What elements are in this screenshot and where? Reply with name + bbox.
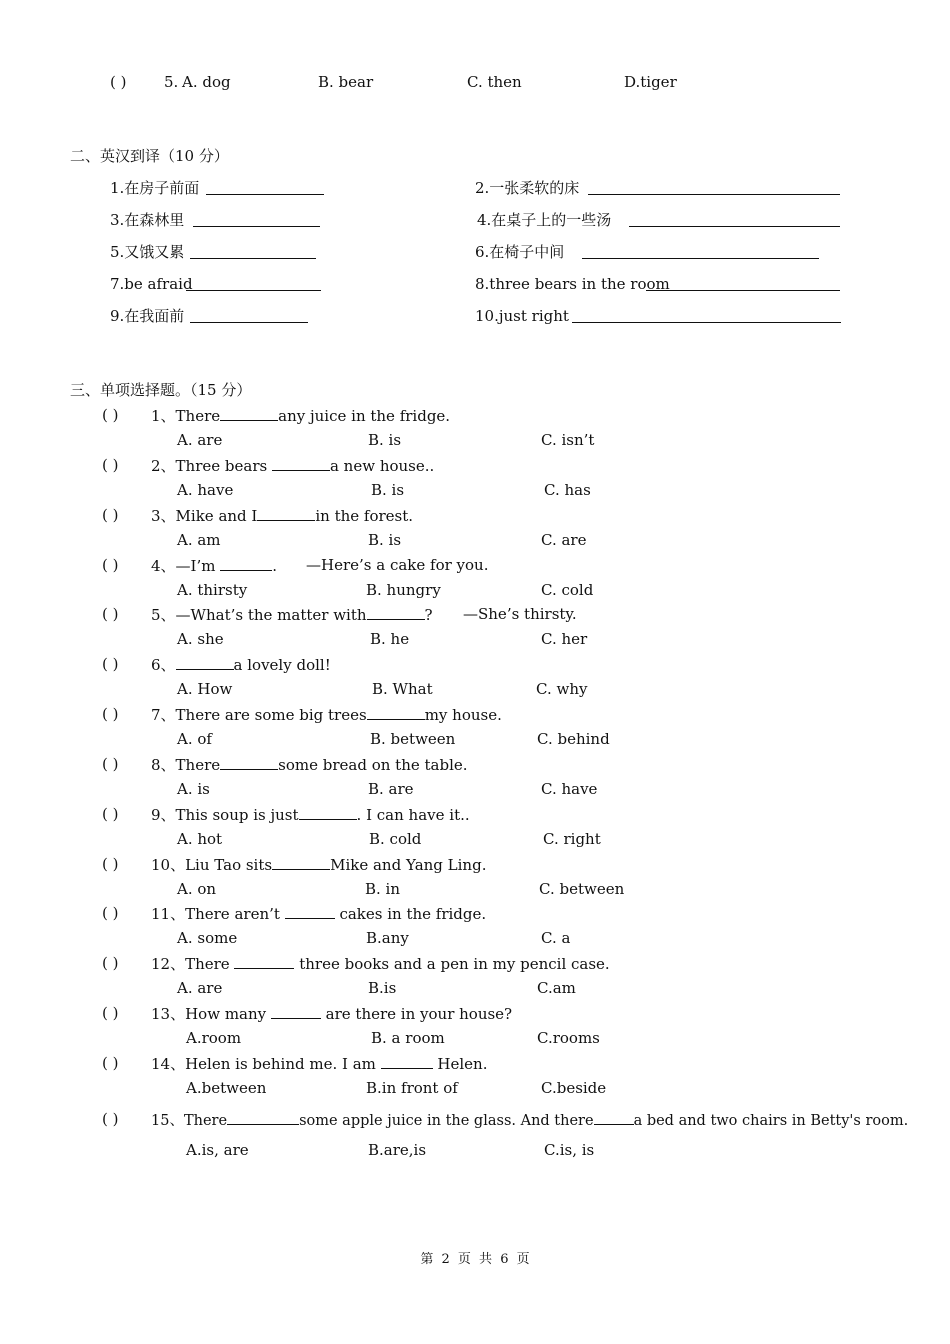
option-2a: A. have: [177, 481, 234, 499]
translation-item-7: 7.be afraid: [110, 275, 193, 293]
option-7c: C. behind: [537, 730, 610, 748]
option-3a: A. am: [177, 531, 221, 549]
translation-item-2: 2.一张柔软的床: [475, 179, 580, 197]
option-13c: C.rooms: [537, 1029, 600, 1047]
translation-item-8: 8.three bears in the room: [475, 275, 670, 293]
answer-line-7[interactable]: [186, 290, 321, 291]
question-stem-8: 8、There some bread on the table.: [151, 756, 468, 774]
answer-line-4[interactable]: [629, 226, 840, 227]
option-4c: C. cold: [541, 581, 594, 599]
option-15a: A.is, are: [186, 1141, 249, 1159]
translation-item-4: 4.在桌子上的一些汤: [477, 211, 612, 229]
option-12a: A. are: [177, 979, 223, 997]
answer-paren[interactable]: ( ): [102, 406, 119, 424]
option-5c: C. her: [541, 630, 588, 648]
top-option-c: C. then: [467, 73, 522, 91]
page-footer: 第 2 页 共 6 页: [420, 1252, 530, 1267]
answer-line-5[interactable]: [190, 258, 316, 259]
option-14a: A.between: [186, 1079, 267, 1097]
answer-paren[interactable]: ( ): [102, 556, 119, 574]
top-option-d: D.tiger: [624, 73, 677, 91]
option-9c: C. right: [543, 830, 601, 848]
option-14b: B.in front of: [366, 1079, 458, 1097]
top-question-number: 5.: [164, 73, 179, 91]
answer-paren[interactable]: ( ): [102, 655, 119, 673]
answer-paren[interactable]: ( ): [102, 506, 119, 524]
option-10c: C. between: [539, 880, 625, 898]
answer-paren[interactable]: ( ): [102, 954, 119, 972]
option-10a: A. on: [177, 880, 217, 898]
option-14c: C.beside: [541, 1079, 607, 1097]
answer-paren[interactable]: ( ): [102, 1054, 119, 1072]
translation-item-10: 10.just right: [475, 307, 569, 325]
option-8a: A. is: [177, 780, 210, 798]
answer-line-1[interactable]: [206, 194, 324, 195]
option-6b: B. What: [372, 680, 433, 698]
translation-item-9: 9.在我面前: [110, 307, 185, 325]
option-4b: B. hungry: [366, 581, 441, 599]
option-1a: A. are: [177, 431, 223, 449]
answer-line-10[interactable]: [572, 322, 841, 323]
option-15c: C.is, is: [544, 1141, 595, 1159]
question-stem-11: 11、There aren’t cakes in the fridge.: [151, 905, 487, 923]
question-stem-7: 7、There are some big trees my house.: [151, 706, 502, 724]
answer-paren[interactable]: ( ): [102, 1004, 119, 1022]
option-4a: A. thirsty: [177, 581, 248, 599]
option-3b: B. is: [368, 531, 402, 549]
answer-line-2[interactable]: [588, 194, 840, 195]
answer-paren[interactable]: ( ): [102, 456, 119, 474]
answer-paren[interactable]: ( ): [102, 755, 119, 773]
question-stem-2: 2、Three bears a new house..: [151, 457, 435, 475]
option-2c: C. has: [544, 481, 591, 499]
option-12b: B.is: [368, 979, 397, 997]
answer-paren[interactable]: ( ): [102, 904, 119, 922]
option-10b: B. in: [365, 880, 401, 898]
top-question-paren: ( ): [110, 73, 127, 91]
translation-item-3: 3.在森林里: [110, 211, 185, 229]
section3-title: 三、单项选择题。（15 分）: [70, 381, 252, 399]
translation-item-5: 5.又饿又累: [110, 243, 185, 261]
translation-item-6: 6.在椅子中间: [475, 243, 565, 261]
top-option-a: A. dog: [182, 73, 231, 91]
option-9b: B. cold: [369, 830, 422, 848]
question-stem-4: 4、—I’m .: [151, 557, 278, 575]
option-9a: A. hot: [177, 830, 223, 848]
option-1c: C. isn’t: [541, 431, 595, 449]
option-13b: B. a room: [371, 1029, 445, 1047]
option-1b: B. is: [368, 431, 402, 449]
question-stem-12: 12、There three books and a pen in my pencil case.: [151, 955, 610, 973]
question-stem-3: 3、Mike and I in the forest.: [151, 507, 414, 525]
answer-line-6[interactable]: [582, 258, 819, 259]
option-5b: B. he: [370, 630, 410, 648]
section2-title: 二、英汉到译（10 分）: [70, 147, 229, 165]
translation-item-1: 1.在房子前面: [110, 179, 200, 197]
answer-paren[interactable]: ( ): [102, 705, 119, 723]
option-7a: A. of: [177, 730, 212, 748]
option-3c: C. are: [541, 531, 587, 549]
answer-paren[interactable]: ( ): [102, 605, 119, 623]
question-stem-13: 13、How many are there in your house?: [151, 1005, 513, 1023]
question-stem-5: 5、—What’s the matter with ?: [151, 606, 433, 624]
option-6a: A. How: [177, 680, 233, 698]
question-stem-10: 10、Liu Tao sits Mike and Yang Ling.: [151, 856, 487, 874]
question-stem-15: 15、There some apple juice in the glass. And there a bed and two chairs in Betty's room.: [151, 1110, 908, 1130]
option-6c: C. why: [536, 680, 588, 698]
option-2b: B. is: [371, 481, 405, 499]
question-response-5: —She’s thirsty.: [463, 605, 577, 623]
answer-paren[interactable]: ( ): [102, 1110, 119, 1128]
option-15b: B.are,is: [368, 1141, 427, 1159]
question-response-4: —Here’s a cake for you.: [306, 556, 489, 574]
question-stem-9: 9、This soup is just . I can have it..: [151, 806, 470, 824]
answer-paren[interactable]: ( ): [102, 805, 119, 823]
answer-line-3[interactable]: [193, 226, 320, 227]
option-11a: A. some: [177, 929, 238, 947]
question-stem-1: 1、There any juice in the fridge.: [151, 407, 451, 425]
answer-paren[interactable]: ( ): [102, 855, 119, 873]
answer-line-9[interactable]: [190, 322, 308, 323]
question-stem-14: 14、Helen is behind me. I am Helen.: [151, 1055, 488, 1073]
option-11c: C. a: [541, 929, 571, 947]
top-option-b: B. bear: [318, 73, 374, 91]
question-stem-6: 6、 a lovely doll!: [151, 656, 331, 674]
option-13a: A.room: [186, 1029, 242, 1047]
option-12c: C.am: [537, 979, 576, 997]
answer-line-8[interactable]: [646, 290, 840, 291]
option-8c: C. have: [541, 780, 598, 798]
option-11b: B.any: [366, 929, 409, 947]
option-5a: A. she: [177, 630, 224, 648]
option-7b: B. between: [370, 730, 456, 748]
option-8b: B. are: [368, 780, 414, 798]
